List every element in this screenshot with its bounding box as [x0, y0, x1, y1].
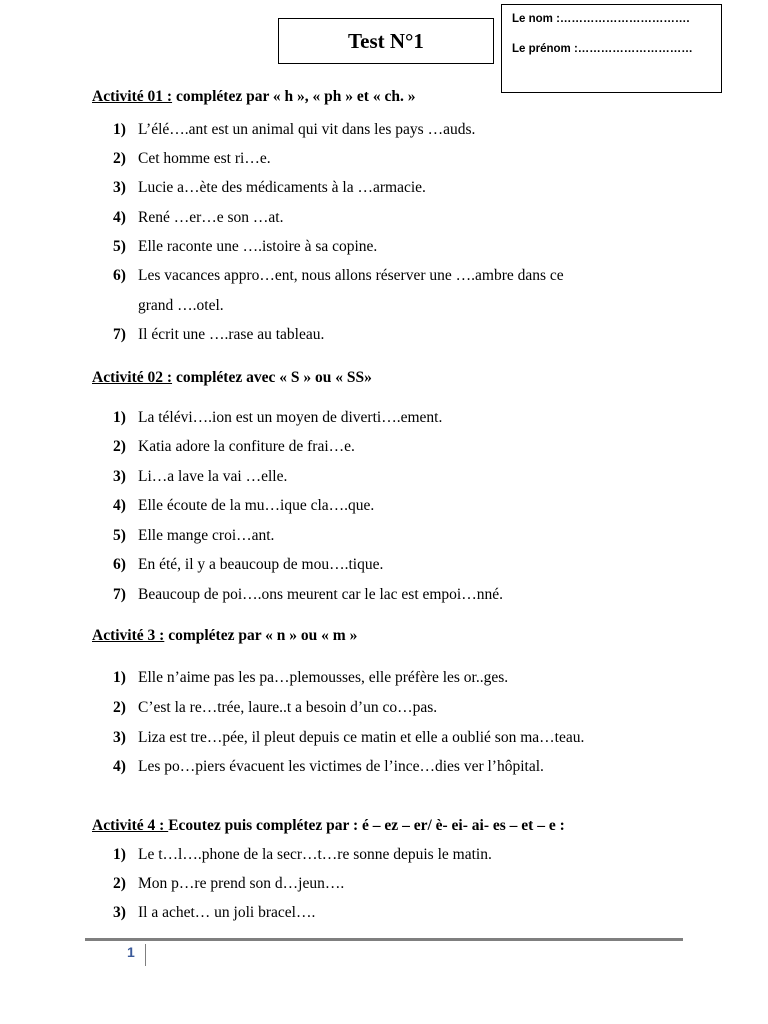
activity-4-title [92, 817, 565, 835]
exercise-text: L’élé….ant est un animal qui vit dans les pays …auds. [138, 121, 476, 138]
activity-label: Activité 01 : [92, 88, 173, 105]
list-item: 2) C’est la re…trée, laure..t a besoin d’un co…pas. [113, 699, 438, 716]
exercise-text: Il a achet… un joli bracel…. [138, 904, 316, 921]
list-item: 7) Beaucoup de poi….ons meurent car le lac est empoi…nné. [113, 586, 503, 603]
footer-divider [85, 938, 683, 941]
exercise-text: Liza est tre…pée, il pleut depuis ce matin et elle a oublié son ma…teau. [138, 729, 585, 746]
page-number: 1 [118, 944, 146, 966]
exercise-text-continued: grand ….otel. [138, 297, 224, 314]
list-item: 6) Les vacances appro…ent, nous allons réserver une ….ambre dans ce [113, 267, 564, 284]
list-item: 2) Katia adore la confiture de frai…e. [113, 438, 355, 455]
nom-field[interactable]: Le nom :……………………………. [512, 13, 690, 25]
list-item: 2) Mon p…re prend son d…jeun…. [113, 875, 345, 892]
exercise-text: En été, il y a beaucoup de mou….tique. [138, 556, 384, 573]
exercise-text: Katia adore la confiture de frai…e. [138, 438, 355, 455]
activity-label: Activité 3 : [92, 627, 165, 644]
activity-label: Activité 4 : [92, 817, 169, 834]
list-item: 4) Les po…piers évacuent les victimes de l’ince…dies ver l’hôpital. [113, 758, 544, 775]
exercise-text: Le t…l….phone de la secr…t…re sonne depuis le matin. [138, 846, 492, 863]
exercise-text: Li…a lave la vai …elle. [138, 468, 288, 485]
activity-instruction: complétez par « h », « ph » et « ch. » [172, 88, 416, 105]
exercise-text: Il écrit une ….rase au tableau. [138, 326, 325, 343]
exercise-text: Elle écoute de la mu…ique cla….que. [138, 497, 375, 514]
list-item: 1) Elle n’aime pas les pa…plemousses, elle préfère les or..ges. [113, 669, 509, 686]
list-item: 2) Cet homme est ri…e. [113, 150, 271, 167]
list-item: 7) Il écrit une ….rase au tableau. [113, 326, 325, 343]
exercise-text: Les vacances appro…ent, nous allons réserver une ….ambre dans ce [138, 267, 564, 284]
list-item: 1) Le t…l….phone de la secr…t…re sonne depuis le matin. [113, 846, 492, 863]
activity-1-title [92, 88, 415, 106]
list-item: 1) La télévi….ion est un moyen de diverti….ement. [113, 409, 443, 426]
exercise-text: Mon p…re prend son d…jeun…. [138, 875, 345, 892]
exercise-text: C’est la re…trée, laure..t a besoin d’un co…pas. [138, 699, 438, 716]
exercise-text: Lucie a…ète des médicaments à la …armacie. [138, 179, 426, 196]
exercise-text: Les po…piers évacuent les victimes de l’ince…dies ver l’hôpital. [138, 758, 544, 775]
student-info-box [501, 4, 722, 93]
exercise-text: La télévi….ion est un moyen de diverti….ement. [138, 409, 443, 426]
list-item: 5) Elle raconte une ….istoire à sa copine. [113, 238, 378, 255]
list-item: 6) En été, il y a beaucoup de mou….tique. [113, 556, 384, 573]
list-item: 3) Il a achet… un joli bracel…. [113, 904, 316, 921]
prenom-field[interactable]: Le prénom :………………………… [512, 43, 693, 55]
exercise-text: Elle raconte une ….istoire à sa copine. [138, 238, 378, 255]
activity-instruction: complétez avec « S » ou « SS» [172, 369, 372, 386]
list-item: 3) Liza est tre…pée, il pleut depuis ce matin et elle a oublié son ma…teau. [113, 729, 585, 746]
exercise-text: René …er…e son …at. [138, 209, 284, 226]
test-title: Test N°1 [278, 18, 494, 64]
exercise-text: Elle mange croi…ant. [138, 527, 275, 544]
list-item: 5) Elle mange croi…ant. [113, 527, 275, 544]
list-item: 4) Elle écoute de la mu…ique cla….que. [113, 497, 375, 514]
activity-instruction: complétez par « n » ou « m » [164, 627, 358, 644]
activity-3-title [92, 627, 357, 645]
exercise-text: Cet homme est ri…e. [138, 150, 271, 167]
list-item: 1) L’élé….ant est un animal qui vit dans les pays …auds. [113, 121, 476, 138]
activity-label: Activité 02 : [92, 369, 173, 386]
list-item: 3) Lucie a…ète des médicaments à la …armacie. [113, 179, 426, 196]
exercise-text: Beaucoup de poi….ons meurent car le lac est empoi…nné. [138, 586, 503, 603]
list-item: 4) René …er…e son …at. [113, 209, 284, 226]
activity-2-title [92, 369, 372, 387]
list-item: 3) Li…a lave la vai …elle. [113, 468, 288, 485]
exercise-text: Elle n’aime pas les pa…plemousses, elle préfère les or..ges. [138, 669, 509, 686]
activity-instruction: Ecoutez puis complétez par : é – ez – er/ è- ei- ai- es – et – e : [168, 817, 565, 834]
